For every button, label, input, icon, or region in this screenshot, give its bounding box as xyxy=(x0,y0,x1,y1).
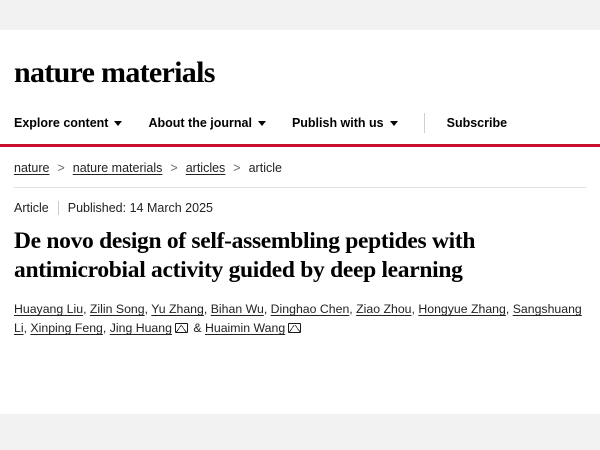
journal-logo[interactable]: nature materials xyxy=(14,56,215,89)
breadcrumb-item-nature[interactable]: nature xyxy=(14,161,50,175)
article-type-label: Article xyxy=(14,201,49,215)
author-separator: , xyxy=(23,321,27,336)
author-link-huaimin-wang[interactable]: Huaimin Wang xyxy=(205,321,286,336)
author-link-dinghao-chen[interactable]: Dinghao Chen xyxy=(270,302,350,317)
email-icon[interactable] xyxy=(288,323,301,333)
author-link-yu-zhang[interactable]: Yu Zhang xyxy=(151,302,204,317)
nav-item-publish-with-us[interactable] xyxy=(292,116,398,130)
author-separator: , xyxy=(102,321,107,336)
author-separator: , xyxy=(203,302,208,317)
author-separator: , xyxy=(144,302,149,317)
nav-item-label: Subscribe xyxy=(446,116,508,130)
article-meta xyxy=(0,188,600,215)
breadcrumb-item-articles[interactable]: articles xyxy=(185,161,226,175)
email-icon[interactable] xyxy=(175,323,188,333)
nav-item-explore-content[interactable] xyxy=(14,116,122,130)
breadcrumb-separator: > xyxy=(57,161,65,175)
page-title: De novo design of self-assembling peptides with antimicrobial activity guided by deep learning xyxy=(14,228,476,283)
breadcrumb xyxy=(0,147,600,175)
author-link-bihan-wu[interactable]: Bihan Wu xyxy=(210,302,264,317)
author-link-hongyue-zhang[interactable]: Hongyue Zhang xyxy=(418,302,506,317)
chevron-down-icon xyxy=(114,121,122,126)
author-separator: & xyxy=(189,321,202,336)
nav-item-label: About the journal xyxy=(148,116,252,130)
article-page-content xyxy=(0,30,600,414)
author-separator: , xyxy=(83,302,87,317)
chevron-down-icon xyxy=(390,121,398,126)
author-separator: , xyxy=(263,302,268,317)
breadcrumb-separator: > xyxy=(170,161,178,175)
author-separator: , xyxy=(349,302,353,317)
author-separator: , xyxy=(411,302,415,317)
author-separator: , xyxy=(505,302,510,317)
bottom-background-strip xyxy=(0,414,600,450)
nav-divider xyxy=(424,113,425,133)
masthead xyxy=(0,30,600,88)
article-published-date: Published: 14 March 2025 xyxy=(67,201,213,215)
meta-divider xyxy=(58,201,59,215)
author-link-jing-huang[interactable]: Jing Huang xyxy=(109,321,172,336)
nav-item-label: Publish with us xyxy=(291,116,384,130)
author-link-sangshuang-li[interactable]: Sangshuang Li xyxy=(14,302,582,336)
author-list xyxy=(0,284,600,338)
chevron-down-icon xyxy=(258,121,266,126)
breadcrumb-separator: > xyxy=(233,161,241,175)
main-navigation xyxy=(0,108,600,138)
top-background-strip xyxy=(0,0,600,30)
breadcrumb-item-article-current: article xyxy=(248,161,282,175)
nav-item-subscribe[interactable] xyxy=(447,116,507,130)
author-link-zilin-song[interactable]: Zilin Song xyxy=(89,302,145,317)
author-link-xinping-feng[interactable]: Xinping Feng xyxy=(30,321,103,336)
author-link-huayang-liu[interactable]: Huayang Liu xyxy=(14,302,84,317)
author-link-ziao-zhou[interactable]: Ziao Zhou xyxy=(356,302,412,317)
nav-item-about-the-journal[interactable] xyxy=(148,116,265,130)
nav-item-label: Explore content xyxy=(14,116,109,130)
breadcrumb-item-nature-materials[interactable]: nature materials xyxy=(72,161,163,175)
